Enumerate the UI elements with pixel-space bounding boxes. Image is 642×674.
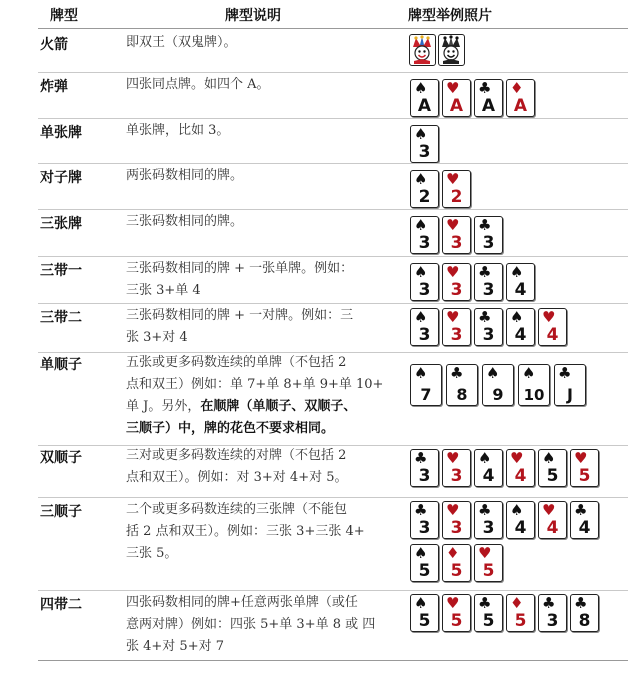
club-icon: ♣ [478, 263, 492, 281]
club-icon: ♣ [478, 501, 492, 519]
table-row [0, 590, 642, 660]
spade-icon: ♠ [414, 308, 428, 326]
playing-card [506, 449, 535, 487]
playing-card [554, 364, 586, 406]
playing-card [442, 170, 471, 208]
description-line [126, 352, 404, 374]
playing-card [474, 216, 503, 254]
club-icon: ♣ [558, 364, 572, 382]
card-rank: 4 [514, 280, 527, 300]
playing-card [474, 594, 503, 632]
table-row [0, 72, 642, 118]
description-line: 两张码数相同的牌。 [126, 168, 244, 183]
card-rank: 10 [523, 386, 545, 404]
header-description: 牌型说明 [225, 8, 281, 24]
playing-card [410, 364, 442, 406]
card-type-description [126, 32, 404, 54]
card-rank: 4 [578, 518, 591, 538]
spade-icon: ♠ [414, 544, 428, 562]
table-row [0, 163, 642, 209]
card-type-name: 三张牌 [40, 216, 82, 232]
card-rank: 7 [420, 385, 432, 404]
club-icon: ♣ [478, 216, 492, 234]
spade-icon: ♠ [542, 449, 556, 467]
card-rank: 9 [492, 385, 504, 404]
spade-icon: ♠ [414, 170, 428, 188]
playing-card [410, 308, 439, 346]
club-icon: ♣ [574, 501, 588, 519]
table-row [0, 303, 642, 352]
card-rank: 4 [482, 466, 495, 486]
description-text: 五张或更多码数连续的单牌（不包括 2 [126, 355, 347, 370]
heart-icon: ♥ [446, 594, 460, 612]
playing-card [506, 308, 535, 346]
description-line: 三张码数相同的牌 + 一对牌。例如：三 [126, 308, 354, 323]
card-rank: 3 [418, 518, 431, 538]
card-type-name: 单张牌 [40, 125, 82, 141]
card-rank: A [449, 96, 464, 116]
playing-card [442, 544, 471, 582]
card-type-description [126, 305, 404, 349]
card-rank: 5 [450, 611, 463, 631]
playing-card [570, 449, 599, 487]
description-line: 即双王（双鬼牌）。 [126, 35, 237, 50]
club-icon: ♣ [478, 79, 492, 97]
playing-card [570, 594, 599, 632]
table-row [0, 28, 642, 72]
card-rank: 3 [546, 611, 559, 631]
spade-icon: ♠ [478, 449, 492, 467]
joker-icon [410, 35, 434, 64]
card-type-description [126, 211, 404, 233]
playing-card [442, 449, 471, 487]
card-type-name: 三带一 [40, 263, 82, 279]
club-icon: ♣ [478, 594, 492, 612]
card-type-name: 四带二 [40, 597, 82, 613]
spade-icon: ♠ [414, 364, 428, 382]
playing-card [506, 594, 535, 632]
playing-card [474, 79, 503, 117]
playing-card [538, 594, 567, 632]
heart-icon: ♥ [446, 216, 460, 234]
heart-icon: ♥ [478, 544, 492, 562]
playing-card [442, 308, 471, 346]
card-rank: 4 [546, 518, 559, 538]
card-rank: 4 [546, 325, 559, 345]
card-rank: J [567, 385, 573, 404]
playing-card [410, 170, 439, 208]
playing-card [538, 501, 567, 539]
club-icon: ♣ [414, 501, 428, 519]
heart-icon: ♥ [446, 308, 460, 326]
card-rank: 3 [418, 466, 431, 486]
playing-card [538, 308, 567, 346]
heart-icon: ♥ [446, 263, 460, 281]
diamond-icon: ♦ [510, 594, 524, 612]
playing-card [442, 501, 471, 539]
description-line: 意两对牌）例如：四张 5+单 3+单 8 或 四 [126, 617, 376, 632]
card-rank: 3 [450, 280, 463, 300]
card-rank: 3 [418, 233, 431, 253]
playing-card [474, 501, 503, 539]
spade-icon: ♠ [510, 263, 524, 281]
playing-card [410, 594, 439, 632]
card-rank: 3 [450, 325, 463, 345]
description-line: 三张 5。 [126, 546, 178, 561]
red-joker-card [409, 34, 436, 66]
card-rank: 3 [418, 325, 431, 345]
description-line: 点和双王）。例如：对 3+对 4+对 5。 [126, 470, 348, 485]
card-type-description [126, 445, 404, 489]
table-row [0, 256, 642, 303]
description-text: 点和双王）例如：单 7+单 8+单 9+单 10+ [126, 377, 384, 392]
card-type-name: 双顺子 [40, 450, 82, 466]
card-type-description [126, 352, 404, 440]
playing-card [474, 449, 503, 487]
card-rank: 5 [514, 611, 527, 631]
heart-icon: ♥ [542, 308, 556, 326]
card-type-description [126, 120, 404, 142]
heart-icon: ♥ [446, 501, 460, 519]
heart-icon: ♥ [510, 449, 524, 467]
card-rank: 4 [514, 466, 527, 486]
description-line: 括 2 点和双王）。例如：三张 3+三张 4+ [126, 524, 365, 539]
card-rank: 3 [482, 280, 495, 300]
description-text: 单 J。另外， [126, 399, 201, 414]
playing-card [442, 263, 471, 301]
spade-icon: ♠ [414, 125, 428, 143]
card-rank: 3 [450, 466, 463, 486]
card-rank: 5 [482, 561, 495, 581]
club-icon: ♣ [574, 594, 588, 612]
playing-card [474, 263, 503, 301]
card-rank: 8 [456, 385, 468, 404]
description-line: 四张码数相同的牌+任意两张单牌（或任 [126, 595, 358, 610]
playing-card [410, 544, 439, 582]
card-type-description [126, 258, 404, 302]
description-emphasis: 三顺子）中，牌的花色不要求相同。 [126, 421, 335, 436]
playing-card [482, 364, 514, 406]
description-emphasis: 在顺牌（单顺子、双顺子、 [200, 399, 357, 414]
heart-icon: ♥ [446, 449, 460, 467]
heart-icon: ♥ [574, 449, 588, 467]
card-rank: 2 [450, 187, 463, 207]
black-joker-card [438, 34, 465, 66]
playing-card [442, 594, 471, 632]
card-rank: 3 [418, 142, 431, 162]
card-type-name: 单顺子 [40, 357, 82, 373]
card-type-name: 火箭 [40, 37, 68, 53]
description-line: 二个或更多码数连续的三张牌（不能包 [126, 502, 348, 517]
spade-icon: ♠ [510, 501, 524, 519]
spade-icon: ♠ [414, 216, 428, 234]
card-type-description [126, 74, 404, 96]
description-line: 三张 3+单 4 [126, 283, 201, 298]
playing-card [518, 364, 550, 406]
playing-card [446, 364, 478, 406]
card-rank: 5 [418, 561, 431, 581]
card-rank: 8 [578, 611, 591, 631]
card-rank: 4 [514, 518, 527, 538]
card-rank: 3 [450, 518, 463, 538]
card-rank: A [481, 96, 496, 116]
card-rank: 4 [514, 325, 527, 345]
card-rank: 5 [450, 561, 463, 581]
spade-icon: ♠ [522, 364, 536, 382]
spade-icon: ♠ [414, 263, 428, 281]
card-rank: 3 [482, 233, 495, 253]
heart-icon: ♥ [446, 170, 460, 188]
playing-card [538, 449, 567, 487]
header-example: 牌型举例照片 [408, 8, 492, 24]
description-line: 四张同点牌。如四个 A。 [126, 77, 270, 92]
playing-card [474, 544, 503, 582]
playing-card [410, 216, 439, 254]
table-row [0, 118, 642, 163]
playing-card [410, 263, 439, 301]
table-row [0, 209, 642, 256]
description-line: 张 4+对 5+对 7 [126, 639, 224, 654]
heart-icon: ♥ [542, 501, 556, 519]
card-rank: 3 [482, 325, 495, 345]
playing-card [570, 501, 599, 539]
playing-card [506, 501, 535, 539]
club-icon: ♣ [450, 364, 464, 382]
description-line: 三张码数相同的牌。 [126, 214, 244, 229]
playing-card [506, 263, 535, 301]
club-icon: ♣ [542, 594, 556, 612]
card-rank: 5 [418, 611, 431, 631]
playing-card [442, 216, 471, 254]
card-rank: 3 [482, 518, 495, 538]
playing-card [506, 79, 535, 117]
description-line [126, 418, 404, 440]
description-line: 张 3+对 4 [126, 330, 188, 345]
description-line [126, 374, 404, 396]
card-rank: A [417, 96, 432, 116]
club-icon: ♣ [478, 308, 492, 326]
card-type-description [126, 592, 404, 658]
spade-icon: ♠ [510, 308, 524, 326]
description-line: 三对或更多码数连续的对牌（不包括 2 [126, 448, 347, 463]
table-row [0, 497, 642, 590]
spade-icon: ♠ [414, 594, 428, 612]
card-rank: A [513, 96, 528, 116]
card-rank: 5 [578, 466, 591, 486]
table-row [0, 445, 642, 497]
spade-icon: ♠ [486, 364, 500, 382]
heart-icon: ♥ [446, 79, 460, 97]
diamond-icon: ♦ [510, 79, 524, 97]
joker-icon [439, 35, 463, 64]
card-rank: 3 [418, 280, 431, 300]
club-icon: ♣ [414, 449, 428, 467]
header-type: 牌型 [50, 8, 78, 24]
playing-card [442, 79, 471, 117]
card-type-name: 炸弹 [40, 79, 68, 95]
playing-card [410, 79, 439, 117]
description-line: 三张码数相同的牌 + 一张单牌。例如： [126, 261, 354, 276]
card-rank: 3 [450, 233, 463, 253]
playing-card [474, 308, 503, 346]
description-line [126, 396, 404, 418]
card-type-name: 三顺子 [40, 504, 82, 520]
diamond-icon: ♦ [446, 544, 460, 562]
playing-card [410, 125, 439, 163]
table-row [0, 352, 642, 445]
playing-card [410, 449, 439, 487]
description-line: 单张牌，比如 3。 [126, 123, 230, 138]
card-type-description [126, 499, 404, 565]
spade-icon: ♠ [414, 79, 428, 97]
table-bottom-border [38, 660, 628, 661]
playing-card [410, 501, 439, 539]
card-rank: 2 [418, 187, 431, 207]
card-type-name: 对子牌 [40, 170, 82, 186]
card-type-description [126, 165, 404, 187]
card-rank: 5 [482, 611, 495, 631]
card-type-name: 三带二 [40, 310, 82, 326]
card-rank: 5 [546, 466, 559, 486]
